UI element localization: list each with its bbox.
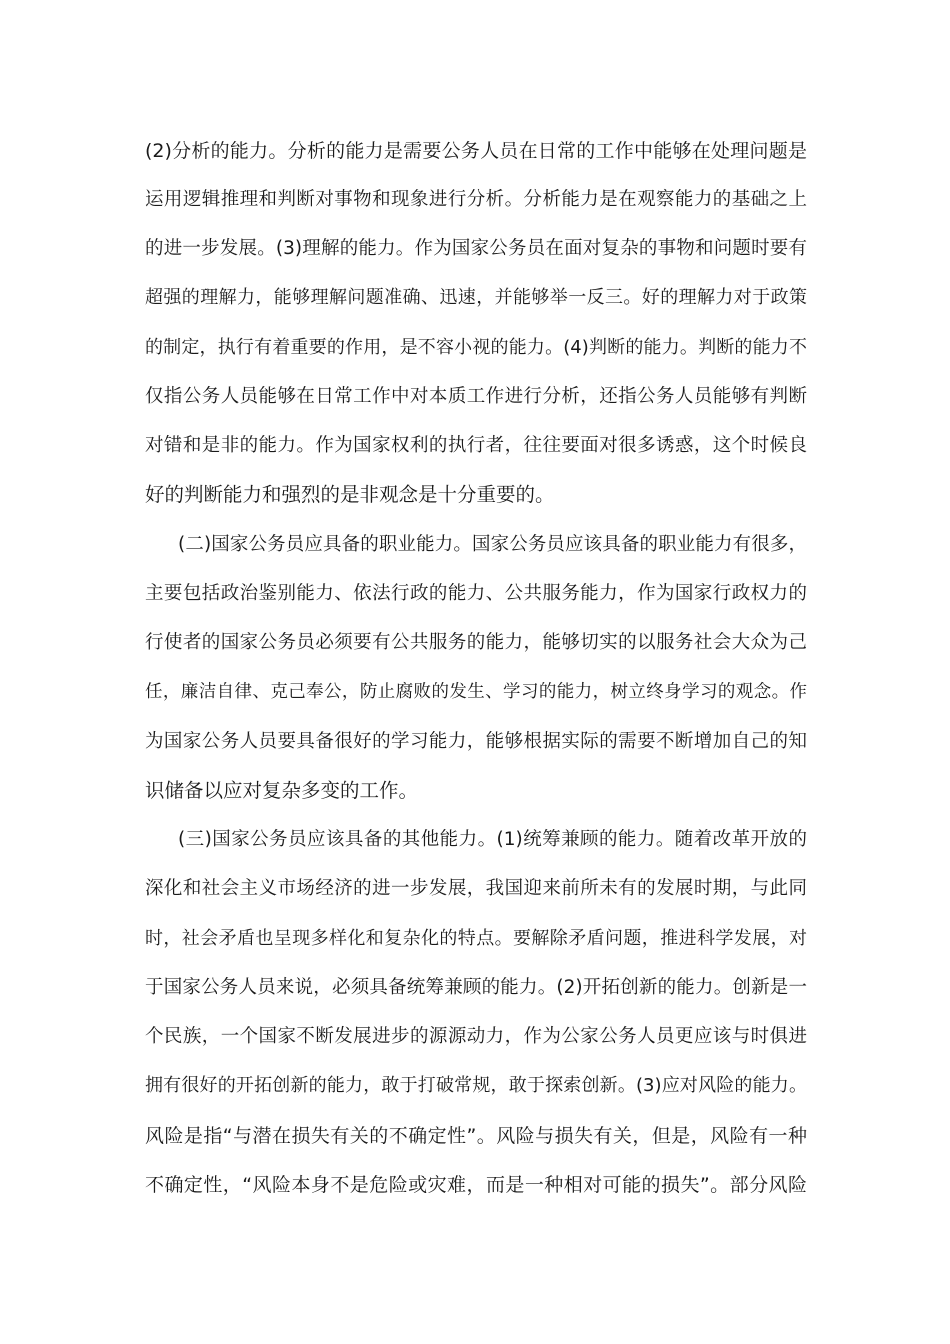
paragraph-1-line-3: 的进一步发展。(3)理解的能力。作为国家公务员在面对复杂的事物和问题时要有 <box>145 238 807 259</box>
paragraph-2-line-6: 识储备以应对复杂多变的工作。 <box>145 779 419 802</box>
paragraph-1-line-2: 运用逻辑推理和判断对事物和现象进行分析。分析能力是在观察能力的基础之上 <box>145 189 807 210</box>
paragraph-3-line-8: 不确定性，“风险本身不是危险或灾难，而是一种相对可能的损失”。部分风险 <box>145 1174 807 1196</box>
paragraph-3-line-3: 时，社会矛盾也呈现多样化和复杂化的特点。要解除矛盾问题，推进科学发展，对 <box>145 928 807 949</box>
paragraph-1-line-6: 仅指公务人员能够在日常工作中对本质工作进行分析，还指公务人员能够有判断 <box>145 386 807 407</box>
paragraph-2-line-5: 为国家公务人员要具备很好的学习能力，能够根据实际的需要不断增加自己的知 <box>145 731 807 752</box>
paragraph-1-line-1: (2)分析的能力。分析的能力是需要公务人员在日常的工作中能够在处理问题是 <box>145 140 807 162</box>
paragraph-2-line-1: (二)国家公务员应具备的职业能力。国家公务员应该具备的职业能力有很多， <box>178 534 807 555</box>
paragraph-1-line-5: 的制定，执行有着重要的作用，是不容小视的能力。(4)判断的能力。判断的能力不 <box>145 337 807 358</box>
paragraph-2-line-3: 行使者的国家公务员必须要有公共服务的能力，能够切实的以服务社会大众为己 <box>145 632 807 653</box>
paragraph-3-line-1: (三)国家公务员应该具备的其他能力。(1)统筹兼顾的能力。随着改革开放的 <box>178 829 807 850</box>
paragraph-2-line-2: 主要包括政治鉴别能力、依法行政的能力、公共服务能力，作为国家行政权力的 <box>145 583 807 604</box>
paragraph-3-line-5: 个民族，一个国家不断发展进步的源源动力，作为公家公务人员更应该与时俱进 <box>145 1026 807 1047</box>
paragraph-1-line-8: 好的判断能力和强烈的是非观念是十分重要的。 <box>145 483 555 506</box>
paragraph-1-line-7: 对错和是非的能力。作为国家权利的执行者，往往要面对很多诱惑，这个时候良 <box>145 435 807 456</box>
paragraph-3-line-6: 拥有很好的开拓创新的能力，敢于打破常规，敢于探索创新。(3)应对风险的能力。 <box>145 1075 807 1096</box>
paragraph-3-line-7: 风险是指“与潜在损失有关的不确定性”。风险与损失有关，但是，风险有一种 <box>145 1125 807 1147</box>
paragraph-1-line-4: 超强的理解力，能够理解问题准确、迅速，并能够举一反三。好的理解力对于政策 <box>145 287 807 308</box>
paragraph-3-line-4: 于国家公务人员来说，必须具备统筹兼顾的能力。(2)开拓创新的能力。创新是一 <box>145 977 807 998</box>
paragraph-2-line-4: 任，廉洁自律、克己奉公，防止腐败的发生、学习的能力，树立终身学习的观念。作 <box>145 682 807 702</box>
paragraph-3-line-2: 深化和社会主义市场经济的进一步发展，我国迎来前所未有的发展时期，与此同 <box>145 878 807 899</box>
